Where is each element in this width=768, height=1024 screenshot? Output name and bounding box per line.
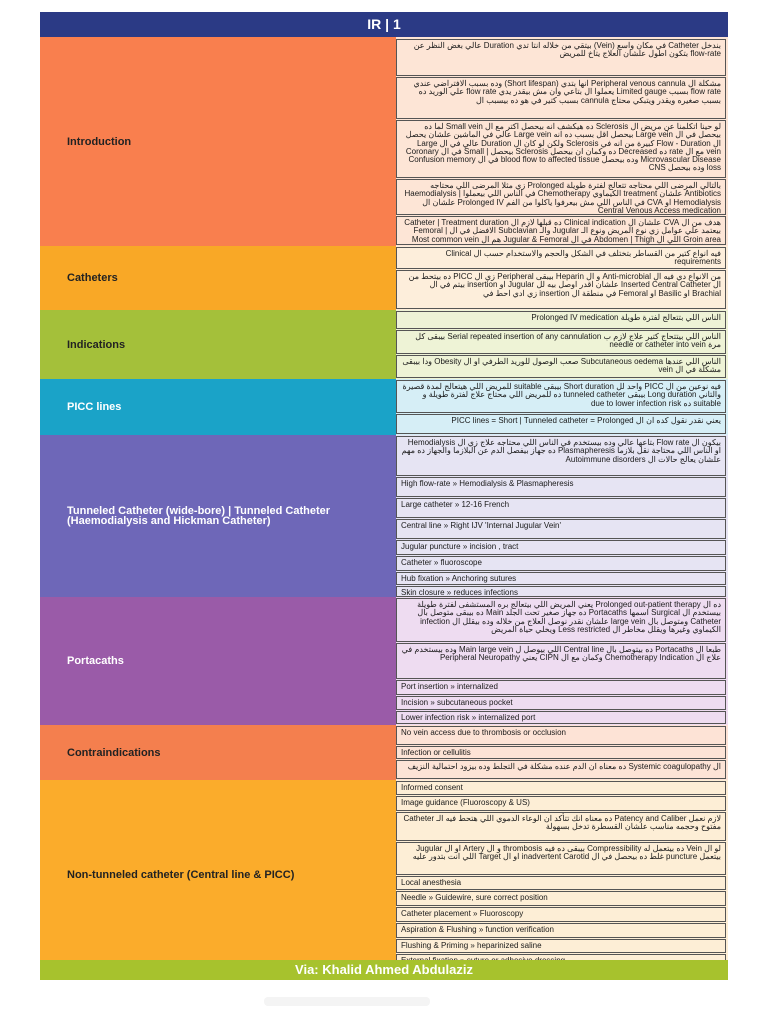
section-contraindications [40,725,728,780]
section-tunneled-catheter [40,435,728,597]
section-introduction [40,37,728,246]
section-rows [396,435,728,597]
list-item: الناس اللي بيتتحاج كتير علاج لازم ب Serial repeated insertion of any cannulation بيبقى كل مرة needle or catheter into vein [396,330,726,354]
list-item: الناس اللي بتتعالج لفترة طويلة Prolonged IV medication [396,311,726,329]
list-item: Lower infection risk » internalized port [396,711,726,724]
list-item: هدف من ال CVA علشان ال Clinical indication ده قبلها لازم ال Catheter | Treatment duration بيعتمد علي عوامل زي نوع المريض ونوع الـ Jugular والـ Subclavian الافضل في ال Femoral | Groin area اللي ال Abdomen | Thigh في ال Jugular & Femoral هم ال Most common vein [396,216,726,245]
author-credit: Via: Khalid Ahmed Abdulaziz [40,960,728,980]
list-item: Aspiration & Flushing » function verification [396,923,726,938]
list-item: Flushing & Priming » heparinized saline [396,939,726,953]
faint-watermark [264,997,430,1006]
section-label: Introduction [67,135,132,148]
list-item: Needle » Guidewire, sure correct position [396,891,726,906]
list-item: بندخل Catheter في مكان واسع (Vein) بيتقي من خلاله انتا تدي Duration عالي بغض النظر عن flow-rate بتكون اطول علشان العلاج يتاخ للمريض [396,39,726,76]
section-label: Tunneled Catheter (wide-bore) | Tunneled Catheter (Haemodialysis and Hickman Catheter) [67,505,331,527]
list-item: Local anesthesia [396,876,726,890]
list-item: فيه نوعين من ال PICC واحد لل Short duration بيبقى suitable للمريض اللي هيتعالج لمدة قصيرة والتاني Long duration بيبقى tunneled catheter ده للمريض اللي محتاج علاج لفترة طويلة و suitable ده due to lower infection risk [396,380,726,413]
section-catheters [40,246,728,310]
list-item: No vein access due to thrombosis or occlusion [396,726,726,745]
list-item: مشكلة ال Peripheral venous cannula انها بتدي (Short lifespan) وده بسبب الافتراضي عندي flow rate بسبب Limited gauge يعملوا ال بتاعي وان مش بيقدر يدي flow rate علي الوريد ده بسبب صغيره ويقدر ويتبكي محتاج cannula بسبب كتير في هو ده بيسبب ال [396,77,726,119]
list-item: Informed consent [396,781,726,795]
list-item: ال Systemic coagulopathy ده معناه ان الدم عنده مشكلة في التجلط وده بيزود احتمالية النزيف [396,760,726,779]
list-item: لو حينا اتكلمنا عن مريض ال Sclerosis ده هيكشف انه بيحصل اكتر مع ال Small vein لما ده بيحصل في ال Large vein بيحصل اقل بسبب ده انه Large vein عالي في الماشين علشان يحصل ال Flow - Duration كبيرة من انه في Sclerosis ولكن لو كان ال Duration عالي في ال Large vein مع ال rate ده Decreased ده وكمان ان بيحصل Sclerosis بيحصل | Small في ال Coronary Microvascular Disease وده بيحصل blood flow to affected tissue في ال Confusion memory loss وده بيحصل CNS [396,120,726,178]
list-item: لازم نعمل Patency and Caliber ده معناه انك تتأكد ان الوعاء الدموي اللي هتحط فيه الـ Catheter مفتوح وحجمه مناسب علشان القسطرة تدخل بسهولة [396,812,726,841]
list-item: بيكون ال Flow rate بتاعها عالي وده بيستخدم في الناس اللي محتاجه علاج زي ال Hemodialysis او الناس اللي محتاجة نقل بلازما Plasmapheresis ده جهاز بيفصل الدم عن البلازما والجهاز ده مهم علشان يعالج حالات ال Autoimmune disorders [396,436,726,476]
section-portacaths [40,597,728,725]
list-item: يعني نقدر نقول كده ان ال PICC lines = Short | Tunneled catheter = Prolonged [396,414,726,434]
section-label: Catheters [67,272,118,284]
section-rows [396,310,728,379]
list-item: Skin closure » reduces infections [396,586,726,597]
list-item: الناس اللي عندها Subcutaneous oedema صعب الوصول للوريد الطرفي او ال Obesity ودا بيبقى مشكلة في ال vein [396,355,726,378]
section-non-tunneled-catheter [40,780,728,970]
section-rows [396,246,728,310]
section-label: Indications [67,338,126,351]
section-label: Portacaths [67,655,124,667]
list-item: من الانواع دي فيه ال Anti-microbial و ال Heparin بيبقى Peripheral زي ال PICC ده بيتحط من ال Inserted Central Catheter علشان اقدر اوصل بيه لل Jugular او insertion بيتم في ال Brachial او Basilic او Femoral في منطقة ال insertion زي ادي احط في [396,270,726,309]
list-item: فيه انواع كتير من القساطر بتختلف في الشكل والحجم والاستخدام حسب ال Clinical requirements [396,247,726,269]
section-label: Contraindications [67,746,161,759]
list-item: بالتالي المرضى اللي محتاجه تتعالج لفترة طويلة Prolonged زي مثلا المرضى اللي محتاجه Antibiotics علشان treatment الكيماوي Chemotherapy في الناس اللي بيعملوا Haemodialysis | Hemodialysis او CVA في الناس اللي مش بيعرفوا ياكلوا من الفم Prolonged IV علشان ال Central Venous Access medication [396,179,726,215]
page-title: IR | 1 [40,12,728,37]
section-rows [396,780,728,970]
list-item: Hub fixation » Anchoring sutures [396,572,726,585]
list-item: Port insertion » internalized [396,680,726,695]
section-label: Non-tunneled catheter (Central line & PICC) [67,869,295,881]
list-item: Central line » Right IJV 'Internal Jugular Vein' [396,519,726,539]
list-item: Catheter » fluoroscope [396,556,726,571]
list-item: Large catheter » 12-16 French [396,498,726,518]
list-item: لو ال Vein ده بيتعمل له Compressibility بيبقى ده فيه thrombosis و ال Artery او ال Jugular بيتعمل puncture غلط ده بيحصل في ال inadvertent Carotid او ال Target اللي انت بتدور عليه [396,842,726,875]
list-item: Catheter placement » Fluoroscopy [396,907,726,922]
list-item: Infection or cellulitis [396,746,726,759]
section-rows [396,37,728,246]
section-rows [396,725,728,780]
list-item: High flow-rate » Hemodialysis & Plasmapheresis [396,477,726,497]
list-item: ده ال Prolonged out-patient therapy يعني المريض اللي بيتعالج بره المستشفى لفترة طويلة بيستخدم ال Surgical اسمها Portacaths ده جهاز صغير تحت الجلد Main ده بيبقى متوصل بال Catheter ومتوصل بال large vein علشان نقدر نوصل العلاج من خلاله وده بيقلل ال infection الكيماوي وغيرها ويقلل مخاطر ال Less restricted ويخلي حياة المريض [396,598,726,642]
section-picc-lines [40,379,728,435]
list-item: Jugular puncture » incision , tract [396,540,726,555]
list-item: Incision » subcutaneous pocket [396,696,726,710]
section-label: PICC lines [67,401,122,413]
list-item: طبعا ال Portacaths ده بيتوصل بال Central line اللي بيوصل ل Main large vein وده بيستخدم في علاج ال Chemotherapy Indication وكمان مع ال CIPN يعني Peripheral Neuropathy [396,643,726,679]
section-rows [396,379,728,435]
section-indications [40,310,728,379]
section-rows [396,597,728,725]
list-item: Image guidance (Fluoroscopy & US) [396,796,726,811]
